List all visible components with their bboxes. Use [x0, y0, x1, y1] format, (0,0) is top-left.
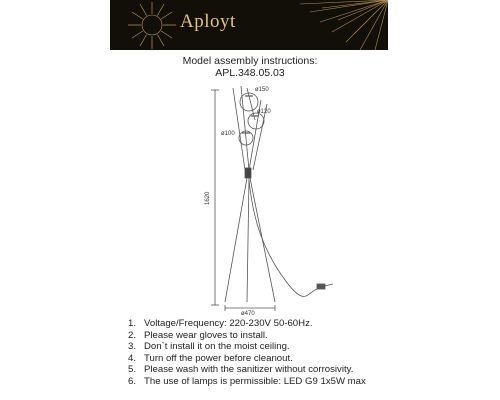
- brand-logo: Aployt: [180, 11, 236, 32]
- list-item: 1. Voltage/Frequency: 220-230V 50-60Hz.: [128, 318, 313, 329]
- model-number: APL.348.05.03: [215, 67, 285, 79]
- page-title: Model assembly instructions:: [182, 55, 318, 67]
- list-item: 4. Turn off the power before cleanout.: [128, 352, 293, 364]
- sun-rays-decoration: [110, 0, 388, 50]
- label-d150: ø150: [255, 87, 269, 93]
- brand-banner: [110, 0, 388, 50]
- connector: [245, 168, 251, 178]
- power-cable: [249, 180, 320, 296]
- lamp-drawing: [195, 80, 345, 315]
- list-item: 3. Don`t install it on the moist ceiling.: [128, 341, 290, 353]
- spec-list: [128, 318, 366, 388]
- label-base: ø470: [241, 311, 255, 315]
- label-height: 1620: [205, 191, 211, 205]
- list-item: 6. The use of lamps is permissible: LED G9 1x5W max: [128, 375, 366, 387]
- list-item: 2. Please wear gloves to install.: [128, 329, 268, 341]
- label-d120: ø120: [257, 109, 271, 115]
- list-item: 5. Please wash with the sanitizer without corrosivity.: [128, 364, 354, 376]
- label-d100: ø100: [221, 131, 235, 137]
